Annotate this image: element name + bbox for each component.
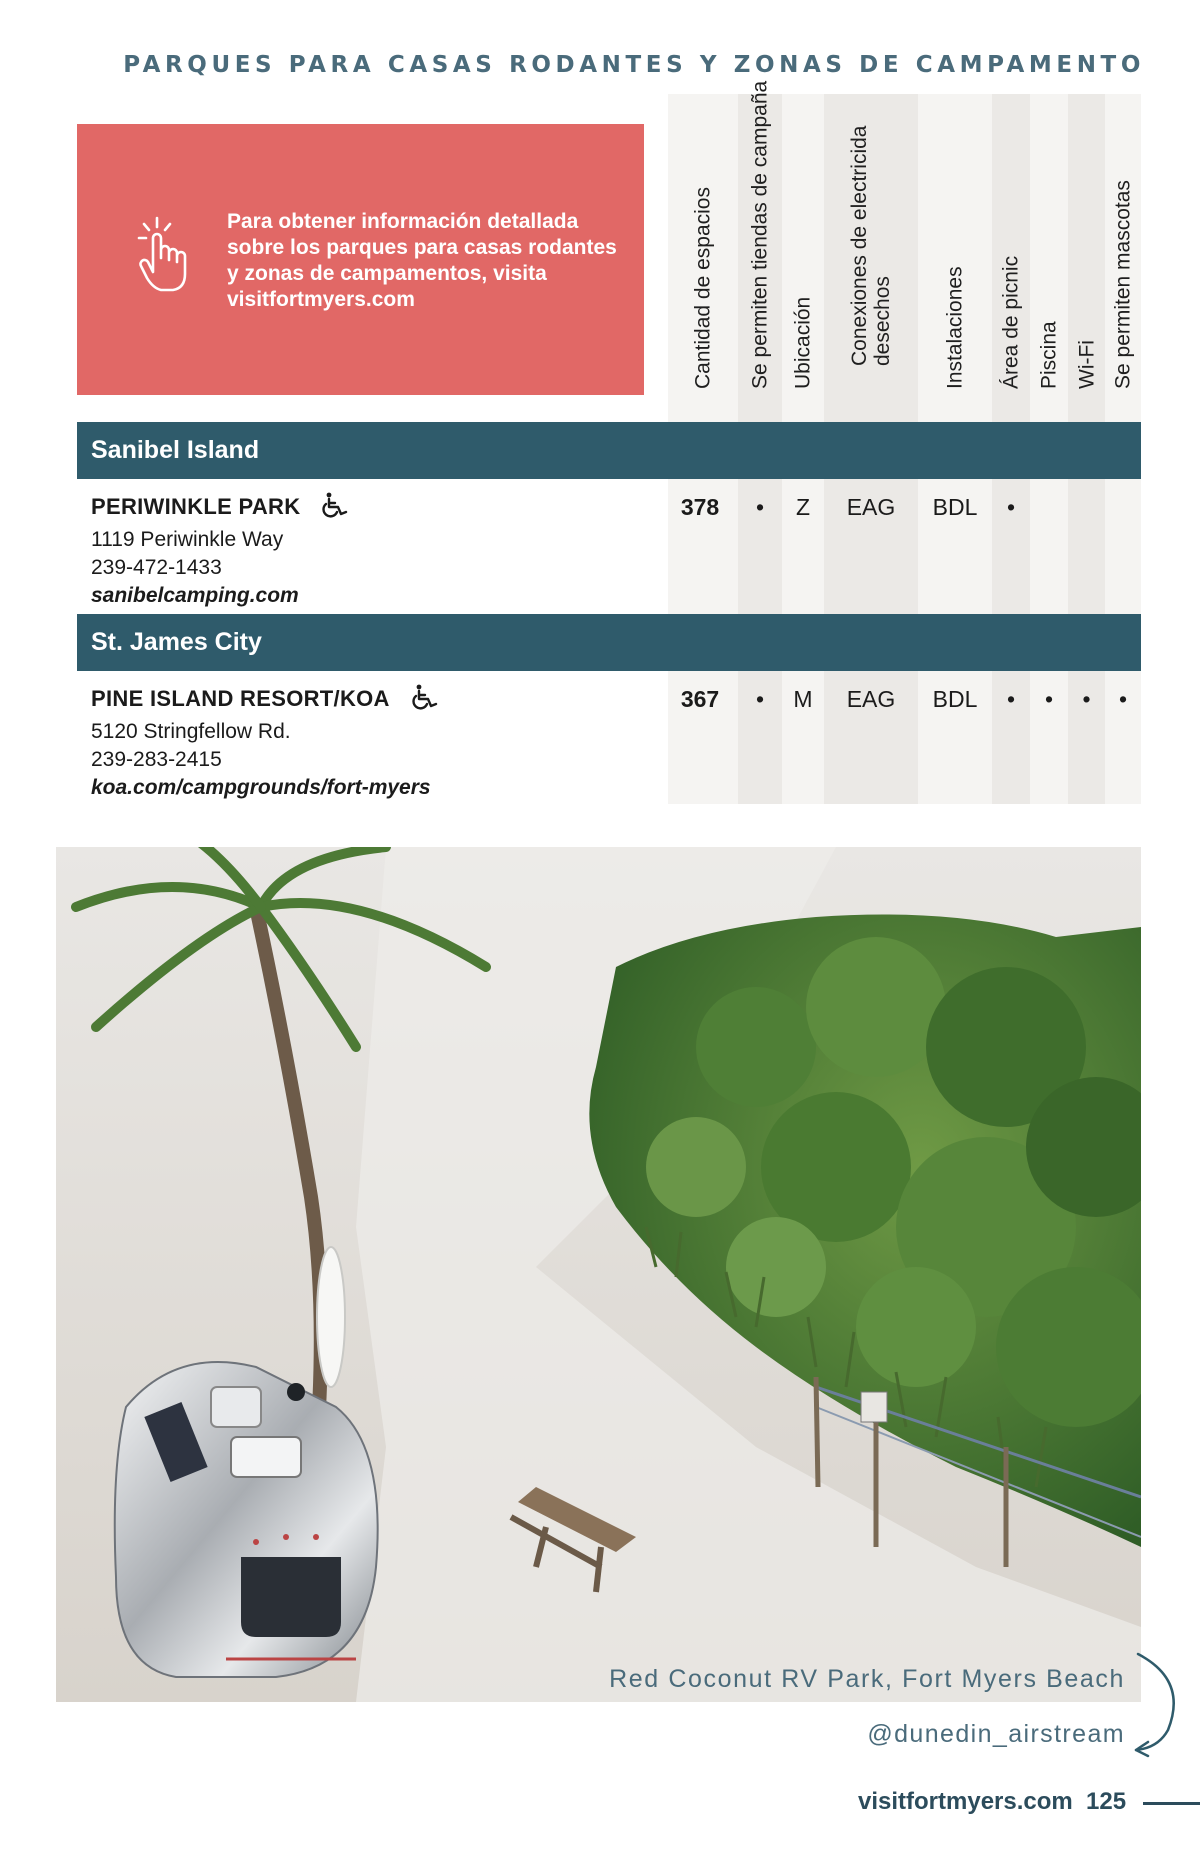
cell-location: Z (795, 494, 811, 520)
info-text: Para obtener información detallada sobre los parques para casas rodantes y zonas de campamentos, visita (227, 210, 617, 285)
cell-picnic: • (1006, 494, 1016, 520)
park-phone: 239-472-1433 (91, 556, 222, 579)
cell-facilities: BDL (932, 686, 978, 712)
column-header: Ubicación (791, 296, 815, 389)
column-header: Instalaciones (943, 266, 967, 389)
page-title: PARQUES PARA CASAS RODANTES Y ZONAS DE CAMPAMENTO (123, 52, 1145, 78)
curved-arrow-icon (1128, 1650, 1188, 1765)
cell-pets: • (1118, 686, 1128, 712)
park-url[interactable]: koa.com/campgrounds/fort-myers (91, 776, 431, 799)
cell-spaces: 367 (680, 686, 720, 712)
park-name: PINE ISLAND RESORT/KOA (91, 686, 390, 711)
info-box (77, 124, 644, 395)
park-address: 1119 Periwinkle Way (91, 528, 284, 551)
info-link[interactable]: visitfortmyers.com (227, 288, 415, 311)
park-phone: 239-283-2415 (91, 748, 222, 771)
park-name: PERIWINKLE PARK (91, 494, 301, 519)
column-header: Cantidad de espacios (691, 187, 715, 389)
photo-caption: Red Coconut RV Park, Fort Myers Beach (609, 1665, 1125, 1693)
column-header: Se permiten mascotas (1111, 180, 1135, 389)
cell-location: M (793, 686, 813, 712)
cell-hookups: EAG (846, 494, 896, 520)
park-entry (91, 492, 348, 610)
cell-wifi: • (1082, 686, 1091, 712)
region-bar-sanibel: Sanibel Island (77, 422, 1141, 479)
park-address: 5120 Stringfellow Rd. (91, 720, 291, 743)
cell-spaces: 378 (680, 494, 720, 520)
photo-credit[interactable]: @dunedin_airstream (867, 1720, 1125, 1748)
pointer-hand-icon (135, 216, 195, 299)
column-header: Se permiten tiendas de campaña (748, 80, 772, 389)
cell-facilities: BDL (932, 494, 978, 520)
column-header: Área de picnic (999, 255, 1023, 389)
column-header: Wi-Fi (1075, 340, 1098, 389)
column-header: Piscina (1037, 321, 1061, 389)
cell-tents: • (755, 494, 765, 520)
campground-photo (56, 847, 1141, 1702)
footer-site[interactable]: visitfortmyers.com (858, 1788, 1073, 1815)
wheelchair-icon (410, 684, 438, 718)
cell-pool: • (1044, 686, 1054, 712)
column-header: Conexiones de electricida desechos (848, 125, 894, 366)
region-bar-st-james-city: St. James City (77, 614, 1141, 671)
footer-rule (1143, 1802, 1200, 1805)
park-url[interactable]: sanibelcamping.com (91, 584, 299, 607)
cell-tents: • (755, 686, 765, 712)
cell-picnic: • (1006, 686, 1016, 712)
cell-hookups: EAG (846, 686, 896, 712)
page-number: 125 (1086, 1788, 1127, 1815)
wheelchair-icon (320, 492, 348, 526)
park-entry (91, 684, 438, 802)
